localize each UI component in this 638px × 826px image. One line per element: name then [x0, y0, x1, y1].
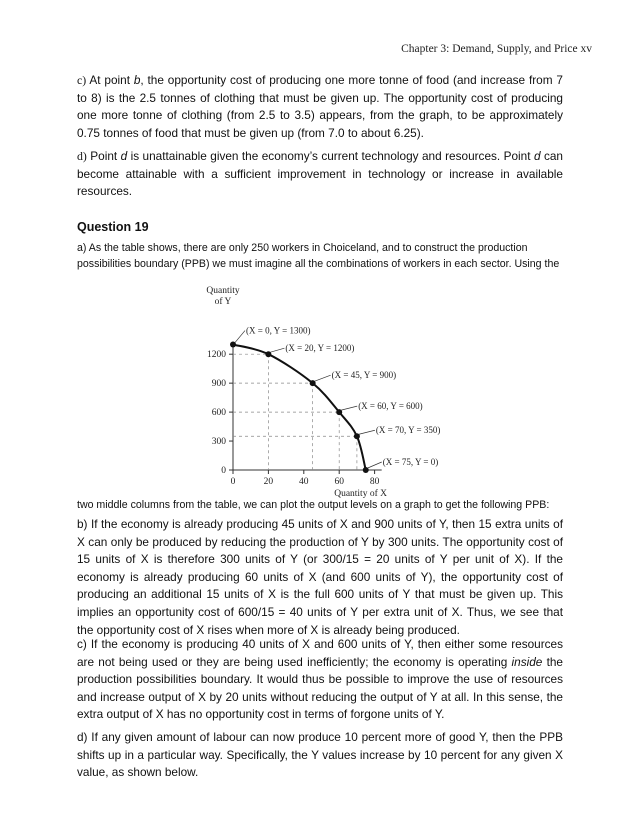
paragraph-text: can become attainable with a sufficient improvement in technology or increase in available resources.: [77, 149, 563, 199]
point-annotation: (X = 60, Y = 600): [358, 401, 423, 412]
point-annotation: (X = 20, Y = 1200): [285, 343, 355, 354]
y-axis-label: of Y: [214, 297, 232, 307]
question-heading: Question 19: [77, 220, 149, 234]
point-annotation: (X = 0, Y = 1300): [246, 325, 311, 336]
y-tick-label: 600: [211, 408, 226, 419]
point-label: b: [133, 73, 141, 87]
x-tick-label: 60: [334, 477, 344, 487]
x-axis-label: Quantity of X: [334, 489, 387, 499]
paragraph-text: , the opportunity cost of producing one more tonne of food (and increase from 7 to 8) is the 2.5 tonnes of clothing that must be given up. The opportunity cost of producing one more tonne of clothing (from 2.5 to 3.5) appears, from the graph, to be approximately 0.75 tonnes of food that must be given up (from 7.0 to about 6.25).: [77, 73, 563, 140]
annotation-arrow: [359, 430, 375, 434]
annotation-arrow: [341, 406, 357, 410]
paragraph-c: [77, 72, 563, 142]
annotation-arrow: [235, 331, 245, 343]
annotation-arrow: [270, 348, 284, 352]
question-19-part-c: [77, 636, 563, 724]
page-header: Chapter 3: Demand, Supply, and Price xv: [401, 43, 592, 55]
x-tick-label: 20: [263, 477, 274, 487]
emphasis: inside: [511, 654, 543, 669]
paragraph-text: At point: [86, 73, 134, 87]
point-label: d: [120, 149, 128, 163]
x-tick-label: 40: [299, 477, 309, 487]
x-tick-label: 80: [369, 477, 380, 487]
ppb-curve: [233, 345, 366, 470]
y-tick-label: 300: [211, 437, 226, 448]
paragraph-label: c): [77, 73, 87, 87]
x-tick-label: 0: [230, 477, 236, 487]
paragraph-text: c) If the economy is producing 40 units of X and 600 units of Y, then either some resources are not being used or they are being used inefficiently; the economy is operating: [77, 637, 563, 669]
y-tick-label: 0: [221, 466, 226, 476]
annotation-arrow: [368, 462, 382, 468]
y-tick-label: 1200: [207, 350, 226, 361]
point-annotation: (X = 75, Y = 0): [382, 457, 439, 467]
paragraph-text: is unattainable given the economy’s current technology and resources. Point: [127, 149, 534, 163]
point-label: d: [533, 149, 541, 163]
point-annotation: (X = 45, Y = 900): [331, 370, 397, 381]
question-19-part-d: d) If any given amount of labour can now produce 10 percent more of good Y, then the PPB shifts up in a particular way. Specifically, the Y values increase by 10 percent for any given X value, as shown below.: [77, 730, 563, 780]
y-axis-label: Quantity: [206, 286, 240, 296]
paragraph-d: [77, 148, 563, 201]
question-19-part-b: b) If the economy is already producing 45 units of X and 900 units of Y, then 15 extra units of X can only be produced by reducing the production of Y by 300 units. The opportunity cost of 15 units of X is therefore 300 units of Y (or 300/15 = 20 units of Y per unit of X). If the economy is already producing 60 units of X (and 600 units of Y), the opportunity cost of producing an additional 15 units of X is the full 600 units of Y that must be given up. This implies an opportunity cost of 600/15 = 40 units of Y per extra unit of X. Thus, we see that the opportunity cost of X rises when more of X is already being produced.: [77, 517, 563, 637]
ppb-chart: [178, 282, 468, 502]
paragraph-text: Point: [86, 149, 121, 163]
question-19-after-chart: two middle columns from the table, we can plot the output levels on a graph to get the following PPB:: [77, 499, 550, 511]
annotation-arrow: [315, 375, 331, 381]
y-tick-label: 900: [211, 379, 226, 390]
question-19-part-a: a) As the table shows, there are only 250 workers in Choiceland, and to construct the production possibilities boundary (PPB) we must imagine all the combinations of workers in each sector. Using the: [77, 242, 560, 270]
paragraph-text: the production possibilities boundary. It would thus be possible to improve the use of resources and increase output of X by 20 units without reducing the output of Y at all. In this sense, the extra output of X has no opportunity cost in terms of forgone units of Y.: [77, 654, 563, 722]
paragraph-label: d): [77, 149, 87, 163]
point-annotation: (X = 70, Y = 350): [375, 425, 441, 436]
